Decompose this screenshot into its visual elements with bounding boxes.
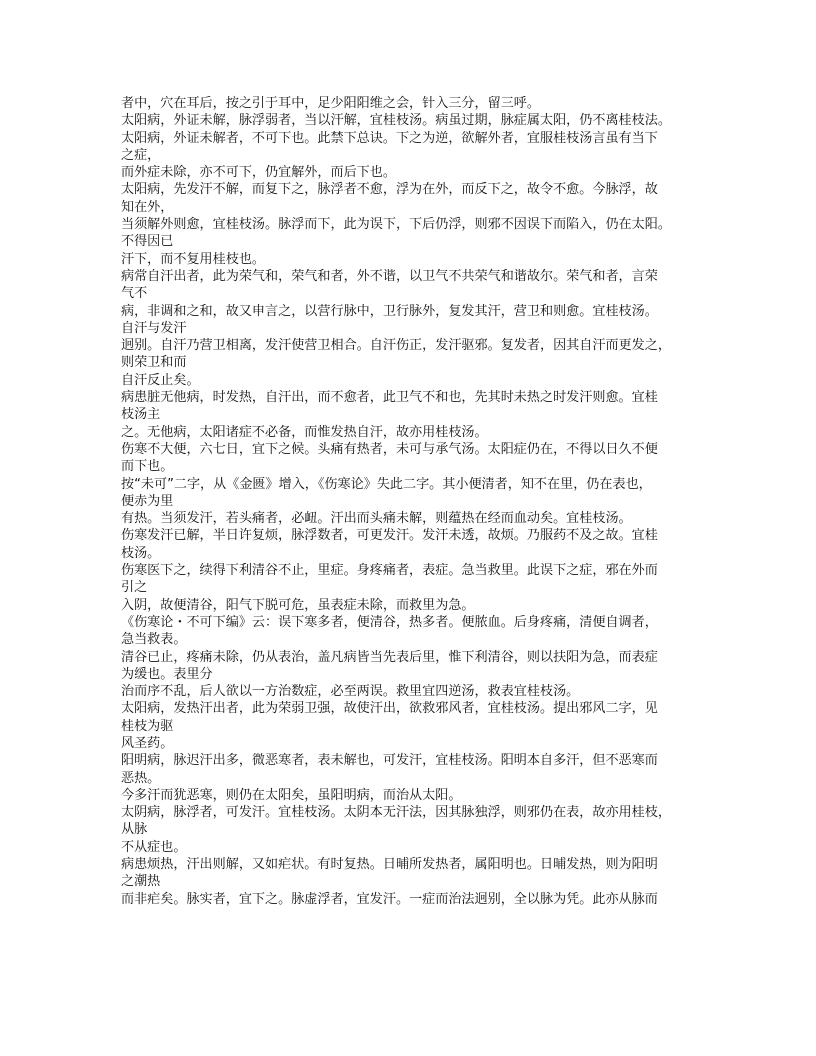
text-line: 今多汗而犹恶寒，则仍在太阳矣，虽阳明病，而治从太阳。 [121, 787, 462, 803]
text-line: 桂枝为驱 [121, 718, 174, 734]
text-line: 病患脏无他病，时发热，自汗出，而不愈者，此卫气不和也，先其时未热之时发汗则愈。宜桂 [121, 390, 658, 406]
text-line: 引之 [121, 580, 148, 596]
text-line: 病，非调和之和，故又申言之，以营行脉中，卫行脉外，复发其汗，营卫和则愈。宜桂枝汤。 [121, 303, 658, 319]
text-line: 伤寒医下之，续得下利清谷不止，里症。身疼痛者，表症。急当救里。此误下之症，邪在外而 [121, 563, 658, 579]
text-line: 太阳病，外证未解者，不可下也。此禁下总诀。下之为逆，欲解外者，宜服桂枝汤言虽有当下 [121, 130, 658, 146]
text-line: 者中，穴在耳后，按之引于耳中，足少阳阳维之会，针入三分，留三呼。 [121, 96, 540, 111]
text-line: 伤寒发汗已解，半日许复烦，脉浮数者，可更发汗。发汗未透，故烦。乃服药不及之故。宜桂 [121, 528, 658, 544]
text-line: 病患烦热，汗出则解，又如疟状。有时复热。日晡所发热者，属阳明也。日晡发热，则为阳明 [121, 857, 658, 873]
text-line: 枝汤。 [121, 545, 161, 561]
text-line: 当须解外则愈，宜桂枝汤。脉浮而下，此为误下，下后仍浮，则邪不因误下而陷入，仍在太阳。 [121, 217, 671, 233]
text-line: 不从症也。 [121, 839, 187, 855]
text-line: 太阳病，发热汗出者，此为荣弱卫强，故使汗出，欲救邪风者，宜桂枝汤。提出邪风二字，见 [121, 701, 658, 717]
text-line: 汗下，而不复用桂枝也。 [121, 251, 266, 267]
text-line: 《伤寒论・不可下编》云：误下寒多者，便清谷，热多者。便脓血。后身疼痛，清便自调者， [121, 614, 658, 630]
text-line: 枝汤主 [121, 407, 161, 423]
document-body-text [121, 95, 697, 908]
text-line: 治而序不乱，后人欲以一方治数症，必至两误。救里宜四逆汤，救表宜桂枝汤。 [121, 684, 580, 700]
text-line: 从脉 [121, 822, 148, 838]
text-line: 急当救表。 [121, 632, 187, 648]
text-line: 风圣药。 [121, 735, 174, 751]
text-line: 病常自汗出者，此为荣气和，荣气和者，外不谐，以卫气不共荣气和谐故尔。荣气和者，言荣 [121, 268, 658, 284]
text-line: 自汗与发汗 [121, 320, 187, 336]
text-line: 太阴病，脉浮者，可发汗。宜桂枝汤。太阴本无汗法，因其脉独浮，则邪仍在表，故亦用桂枝， [121, 805, 671, 821]
text-line: 入阴，故便清谷，阳气下脱可危，虽表症未除，而救里为急。 [121, 597, 475, 613]
text-line: 伤寒不大便，六七日，宜下之候。头痛有热者，未可与承气汤。太阳症仍在，不得以日久不便 [121, 441, 658, 457]
text-line: 有热。当须发汗，若头痛者，必衄。汗出而头痛未解，则蕴热在经而血动矣。宜桂枝汤。 [121, 511, 632, 527]
text-line: 便赤为里 [121, 493, 174, 509]
text-line: 知在外， [121, 199, 174, 215]
text-line: 之潮热 [121, 874, 161, 890]
text-line: 之。无他病，太阳诸症不必备，而惟发热自汗，故亦用桂枝汤。 [121, 424, 488, 440]
text-line: 不得因已 [121, 234, 174, 250]
text-line: 恶热。 [121, 770, 161, 786]
text-line: 按“未可”二字，从《金匮》增入，《伤寒论》失此二字。其小便清者，知不在里，仍在表也， [121, 476, 652, 492]
text-line: 自汗反止矣。 [121, 372, 200, 388]
text-line: 而下也。 [121, 459, 174, 475]
text-line: 则荣卫和而 [121, 355, 187, 371]
text-line: 之症， [121, 147, 161, 163]
text-line: 清谷已止，疼痛未除，仍从表治，盖凡病皆当先表后里，惟下利清谷，则以扶阳为急，而表症 [121, 649, 658, 665]
text-line: 迥别。自汗乃营卫相离，发汗使营卫相合。自汗伤正，发汗驱邪。复发者，因其自汗而更发之， [121, 338, 671, 354]
text-line: 气不 [121, 286, 148, 302]
text-line: 阳明病，脉迟汗出多，微恶寒者，表未解也，可发汗，宜桂枝汤。阳明本自多汗，但不恶寒而 [121, 753, 658, 769]
text-line: 为缓也。表里分 [121, 666, 213, 682]
text-line: 太阳病，先发汗不解，而复下之，脉浮者不愈，浮为在外，而反下之，故令不愈。今脉浮，故 [121, 182, 658, 198]
text-line: 太阳病，外证未解，脉浮弱者，当以汗解，宜桂枝汤。病虽过期，脉症属太阳，仍不离桂枝法。 [121, 113, 671, 129]
text-line: 而外症未除，亦不可下，仍宜解外，而后下也。 [121, 165, 396, 181]
text-line: 而非疟矣。脉实者，宜下之。脉虚浮者，宜发汗。一症而治法迥别，全以脉为凭。此亦从脉而 [121, 891, 658, 907]
